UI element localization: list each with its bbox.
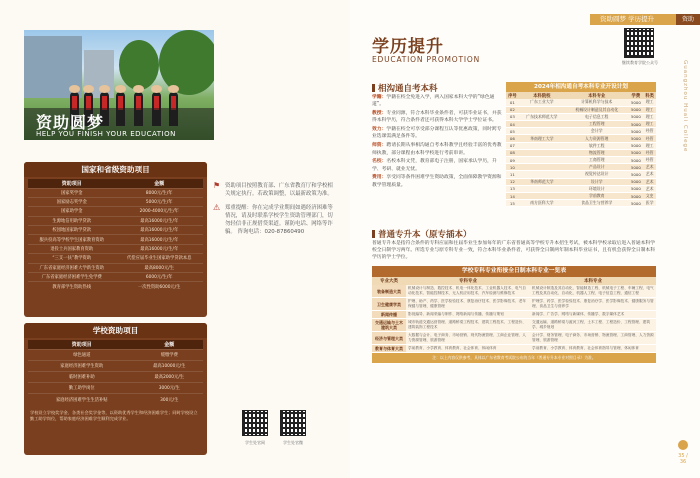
table-cell: 产品设计 <box>565 164 629 171</box>
table-cell: 视觉传达设计 <box>565 171 629 178</box>
table-cell: 最高10000元/生 <box>136 360 203 371</box>
table-cell: 大数据与会计、电子商务、市场营销、现代物流管理、工商企业管理、人力资源管理、旅游管理 <box>406 332 530 345</box>
table-cell: 电子信息工程 <box>565 113 629 120</box>
table-cell: 学前教育 <box>565 192 629 199</box>
column-header: 科类 <box>643 92 656 99</box>
table-cell: 代偿应届毕业生国家助学贷款本息 <box>116 254 204 263</box>
table-cell: 12 <box>506 178 519 185</box>
table-cell: 艺术 <box>643 171 656 178</box>
table-cell: 最高8000元/生 <box>116 263 204 272</box>
note-text: 郑重提醒：你在完成学业期间如遇经济困难等情况，请及时联系学校学生资助管理部门，切勿轻信非正规借贷渠道。谨防电话、网络等诈骗。 咨询电话：020-87860490 <box>225 205 333 235</box>
column-header: 专科专业 <box>406 277 530 285</box>
right-page <box>350 0 700 478</box>
table-cell: 15 <box>506 200 519 207</box>
table-cell: 文史 <box>643 192 656 199</box>
note-text: 资助项目按照教育部、广东省教育厅和学校相关规定执行。若政策调整，以最新政策为准。 <box>225 183 333 197</box>
column-header: 本科专业 <box>530 277 656 285</box>
table-cell: 5000 <box>629 99 644 106</box>
table-cell: 艺术 <box>643 164 656 171</box>
page-subtitle: EDUCATION PROMOTION <box>372 55 480 64</box>
table-cell: 服兵役高等学校学生国家教育资助 <box>28 235 116 244</box>
table-row <box>28 197 203 206</box>
qr-label: 学生处官微 <box>283 440 303 445</box>
table-cell: 8000元/生/年 <box>116 188 204 197</box>
table-title: 学校专科专业衔接全日制本科专业一览表 <box>372 266 656 277</box>
table-cell: 5000 <box>629 142 644 149</box>
table-cell: 艺术 <box>643 185 656 192</box>
list-item: 名校：名校本科文凭，教育部电子注册，国家承认学历，升学、考研、就业无忧。 <box>372 159 497 172</box>
column-header: 资助项目 <box>28 340 136 349</box>
table-row <box>372 332 656 345</box>
table-cell: 缓缴学费 <box>136 349 203 360</box>
qr-code-icon[interactable] <box>624 28 654 58</box>
table-cell: 广东省家庭经济困难大学新生资助 <box>28 263 116 272</box>
table-cell: 卫生健康学类 <box>372 298 406 311</box>
table-cell: 装备制造大类 <box>372 285 406 298</box>
warning-icon: ⚠ <box>213 203 221 212</box>
school-aid-table <box>28 340 203 405</box>
header-text: 资助圆梦 学历提升 <box>600 15 655 23</box>
tree-shape <box>119 40 159 90</box>
aid-notes <box>213 181 333 236</box>
table-row <box>28 263 203 272</box>
table-row <box>372 345 656 353</box>
table-cell: 最高16000元/生/年 <box>116 226 204 235</box>
qr-code-icon[interactable] <box>242 410 268 436</box>
table-row <box>28 226 203 235</box>
column-header: 专业大类 <box>372 277 406 285</box>
table-cell: 广东技术师范大学 <box>519 113 565 120</box>
table-cell <box>519 171 565 178</box>
table-cell: 经管 <box>643 128 656 135</box>
note-item <box>213 203 333 236</box>
table-cell: 机械设计与制造、数控技术、机电一体化技术、工业机器人技术、电气自动化技术、智能控制技术、无人机应用技术、汽车检测与维修技术 <box>406 285 530 298</box>
table-cell: 交通运输与土木建筑大类 <box>372 319 406 332</box>
table-row <box>506 106 656 113</box>
table-cell: 影视编导、新闻采编与制作、网络新闻与传播、传播与策划 <box>406 311 530 319</box>
list-item: 师资：聘请长期从事相沟通自考本科教学且经验丰富的优秀教师执教，部分课程由本科学校进行考前串讲。 <box>372 143 502 156</box>
table-cell: 02 <box>506 106 519 113</box>
table-cell: 经管 <box>643 135 656 142</box>
table-cell: 教育与体育大类 <box>372 345 406 353</box>
table-row <box>28 216 203 225</box>
table-cell: 14 <box>506 192 519 199</box>
table-cell <box>519 142 565 149</box>
table-cell: 临时困难补助 <box>28 371 136 382</box>
table-cell <box>519 157 565 164</box>
table-cell: 生源地信用助学贷款 <box>28 216 116 225</box>
table-cell: 环境设计 <box>565 185 629 192</box>
column-header: 金额 <box>136 340 203 349</box>
table-row <box>372 285 656 298</box>
table-cell: 最高2000元/生 <box>136 371 203 382</box>
table-row <box>506 142 656 149</box>
table-cell: 新闻传播 <box>372 311 406 319</box>
school-aid-footnote: 学校设立学校奖学金、各类社会奖学金等，以资助优秀学生和经济困难学生；同时学校设立勤工助学岗位，帮助家庭经济困难学生顺利完成学业。 <box>30 409 198 421</box>
table-row <box>372 311 656 319</box>
table-cell: 华南理工大学 <box>519 135 565 142</box>
table-title: 2024年相沟通自考本科专业开设计划 <box>506 82 656 92</box>
page-header-bar <box>590 14 700 25</box>
column-header: 学费 <box>629 92 644 99</box>
table-cell: 08 <box>506 149 519 156</box>
table-cell: 会计学 <box>565 128 629 135</box>
side-watermark: Guangzhou Huali College <box>682 60 688 153</box>
header-badge: 资助 <box>676 14 700 25</box>
page-dot-icon <box>678 440 688 450</box>
table-cell: 5000 <box>629 106 644 113</box>
national-aid-table <box>28 179 203 291</box>
major-overview-table <box>372 266 656 364</box>
column-header: 本科院校 <box>519 92 565 99</box>
list-item: 费用：享受同等条件困难学生资助政策，全面保障教学资源和教学管理质量。 <box>372 175 502 188</box>
table-cell: 理工 <box>643 99 656 106</box>
qr-label: 继续教育学院公众号 <box>622 60 658 65</box>
table-cell <box>519 106 565 113</box>
table-row <box>28 244 203 253</box>
table-cell: 05 <box>506 128 519 135</box>
table-cell: 绿色通道 <box>28 349 136 360</box>
list-item: 学籍：学籍在校全免进入学，两入国家本科大学的“绿色通道”。 <box>372 95 495 108</box>
table-row <box>28 371 203 382</box>
table-row <box>28 235 203 244</box>
table-cell <box>519 185 565 192</box>
page-number: 35 / 36 <box>676 440 690 465</box>
table-cell: 最高16000元/生/年 <box>116 235 204 244</box>
table-cell: 软件工程 <box>565 142 629 149</box>
list-item: 效力：学籍在校全可享受部分课程互认等优惠政策，同时跨专业选课需满足条件等。 <box>372 127 502 140</box>
table-row <box>506 135 656 142</box>
table-cell: 广东省家庭经济困难学生免学费 <box>28 273 116 282</box>
table-cell <box>519 192 565 199</box>
school-aid-title: 学校资助项目 <box>24 323 207 338</box>
enrollment-plan-table <box>506 82 656 207</box>
table-cell: 南方医科大学 <box>519 200 565 207</box>
table-cell: 5000 <box>629 185 644 192</box>
school-aid-panel <box>24 323 207 455</box>
table-cell: 5000 <box>629 121 644 128</box>
table-cell: 01 <box>506 99 519 106</box>
table-cell: 食品卫生与营养学 <box>565 200 629 207</box>
table-cell: 城市轨道交通运营管理、道路桥梁工程技术、建筑工程技术、工程造价、建筑装饰工程技术 <box>406 319 530 332</box>
table-cell: 5000 <box>629 171 644 178</box>
page-title: 学历提升 <box>372 37 444 57</box>
table-row <box>28 349 203 360</box>
table-cell: 最高16000元/生/年 <box>116 216 204 225</box>
benefit-list <box>372 94 502 191</box>
table-cell: 广东工业大学 <box>519 99 565 106</box>
table-cell: 退役士兵国家教育资助 <box>28 244 116 253</box>
table-cell: 5000 <box>629 128 644 135</box>
table-row <box>28 383 203 394</box>
table-cell: 11 <box>506 171 519 178</box>
table-cell: 交通运输、道路桥梁与渡河工程、土木工程、工程造价、工程管理、建筑学、城乡规划 <box>530 319 656 332</box>
table-cell: 工程管理 <box>565 121 629 128</box>
table-cell: 勤工助学岗位 <box>28 383 136 394</box>
table-cell: 工商管理 <box>565 157 629 164</box>
table-cell: 教育部学生资助热线 <box>28 282 116 291</box>
table-row <box>506 192 656 199</box>
table-row <box>28 254 203 263</box>
table-cell: 09 <box>506 157 519 164</box>
table-cell: 13 <box>506 185 519 192</box>
qr-code-icon[interactable] <box>280 410 306 436</box>
photo-subtitle: HELP YOU FINISH YOUR EDUCATION <box>36 130 176 138</box>
table-row <box>28 282 203 291</box>
table-cell: 物流管理 <box>565 149 629 156</box>
table-cell: 人力资源管理 <box>565 135 629 142</box>
column-header: 本科专业 <box>565 92 629 99</box>
tree-shape <box>159 30 214 95</box>
table-row <box>506 200 656 207</box>
section-title: 相沟通自考本科 <box>372 82 438 94</box>
table-cell: 300元/生 <box>136 394 203 405</box>
table-row <box>506 113 656 120</box>
table-row <box>506 121 656 128</box>
table-row <box>28 360 203 371</box>
table-row <box>28 207 203 216</box>
table-cell: 5000 <box>629 200 644 207</box>
table-cell: 5000 <box>629 135 644 142</box>
table-cell: 新闻学、广告学、网络与新媒体、传播学、数字媒体艺术 <box>530 311 656 319</box>
table-cell: 艺术 <box>643 178 656 185</box>
table-cell <box>519 149 565 156</box>
table-row <box>506 164 656 171</box>
table-cell: 学前教育、小学教育、体育教育、社会体育、休闲体育 <box>406 345 530 353</box>
table-cell: 医学 <box>643 200 656 207</box>
table-cell: 校园地国家助学贷款 <box>28 226 116 235</box>
table-row <box>372 298 656 311</box>
table-cell <box>519 164 565 171</box>
national-aid-title: 国家和省级资助项目 <box>24 162 207 177</box>
table-cell: 5000 <box>629 178 644 185</box>
table-cell <box>519 128 565 135</box>
column-header: 资助项目 <box>28 179 116 188</box>
table-cell: 家庭经济困难学生资助 <box>28 360 136 371</box>
table-row <box>28 273 203 282</box>
table-cell: 2000-4000元/生/年 <box>116 207 204 216</box>
table-row <box>506 185 656 192</box>
table-cell: 国家励志奖学金 <box>28 197 116 206</box>
table-row <box>28 188 203 197</box>
table-cell: 5000 <box>629 149 644 156</box>
bell-icon: ⚑ <box>213 181 221 190</box>
table-row <box>506 128 656 135</box>
table-cell: 家庭经济困难学生生活补贴 <box>28 394 136 405</box>
national-aid-panel <box>24 162 207 317</box>
table-cell: 06 <box>506 135 519 142</box>
table-row <box>28 394 203 405</box>
table-cell: 5000 <box>629 113 644 120</box>
table-row <box>506 99 656 106</box>
table-cell: 经管 <box>643 149 656 156</box>
table-cell: 经济与管理大类 <box>372 332 406 345</box>
table-cell: 国家奖学金 <box>28 188 116 197</box>
table-cell: 计算机科学与技术 <box>565 99 629 106</box>
table-cell: 最高16000元/生/年 <box>116 244 204 253</box>
table-cell: 机械设计制造及其自动化 <box>565 106 629 113</box>
table-cell: 一次性资助6000元/生 <box>116 282 204 291</box>
section-text: 普通专升本是指符合条件的专科应届和往届毕业生参加每年的广东省普通高等学校专升本招生考试，被本科学校录取后进入普通本科学校全日制学习两年。所选专业与原专科专业一致，符合本科毕业条件者，可获得全日制两年制本科毕业证书，且有机会获得全日制本科学历的学士学位。 <box>372 241 656 261</box>
column-header: 序号 <box>506 92 519 99</box>
table-cell: 机械设计制造及其自动化、智能制造工程、机械电子工程、车辆工程、电气工程及其自动化、自动化、机器人工程、电子信息工程、通信工程 <box>530 285 656 298</box>
table-cell: 5000 <box>629 192 644 199</box>
table-cell: 学前教育、小学教育、体育教育、社会体育指导与管理、休闲体育 <box>530 345 656 353</box>
table-cell: 经管 <box>643 157 656 164</box>
table-row <box>506 171 656 178</box>
table-cell: 5000 <box>629 164 644 171</box>
table-cell: 理工 <box>643 106 656 113</box>
table-cell: 华南师范大学 <box>519 178 565 185</box>
table-cell: 理工 <box>643 142 656 149</box>
qr-label: 学生处官网 <box>245 440 265 445</box>
table-cell: 3000元/生 <box>136 383 203 394</box>
table-cell: 04 <box>506 121 519 128</box>
table-footnote: 注：以上内容仅供参考，具体以广东省教育考试院公布的当年《普通专升本专业对照目录》为准。 <box>372 353 656 364</box>
table-row <box>506 157 656 164</box>
table-cell: 设计学 <box>565 178 629 185</box>
table-cell: 5000元/生/年 <box>116 197 204 206</box>
table-cell: “三支一扶”教学资助 <box>28 254 116 263</box>
table-cell: 理工 <box>643 113 656 120</box>
table-cell: 国家助学金 <box>28 207 116 216</box>
table-cell: 理工 <box>643 121 656 128</box>
table-row <box>506 178 656 185</box>
photo-title: 资助圆梦 <box>36 113 105 132</box>
table-cell <box>519 121 565 128</box>
section-title: 普通专升本（原专插本） <box>372 228 472 240</box>
table-cell: 护理、助产、药学、医学检验技术、康复治疗技术、医学影像技术、老年保健与管理、健康管理 <box>406 298 530 311</box>
table-row <box>372 319 656 332</box>
table-cell: 07 <box>506 142 519 149</box>
table-cell: 03 <box>506 113 519 120</box>
table-cell: 6000元/生/年 <box>116 273 204 282</box>
graduation-photo <box>24 30 214 140</box>
list-item: 教授：专业同源，符合本科毕业条件者，可获毕业证书，并获得本科学历，符合条件者还可获得本科大学学士学位证书。 <box>372 111 502 124</box>
table-cell: 10 <box>506 164 519 171</box>
column-header: 金额 <box>116 179 204 188</box>
table-cell: 5000 <box>629 157 644 164</box>
note-item <box>213 181 333 198</box>
table-cell: 护理学、药学、医学检验技术、康复治疗学、医学影像技术、健康服务与管理、食品卫生与营养学 <box>530 298 656 311</box>
table-row <box>506 149 656 156</box>
table-cell: 会计学、财务管理、电子商务、市场营销、物流管理、工商管理、人力资源管理、旅游管理 <box>530 332 656 345</box>
